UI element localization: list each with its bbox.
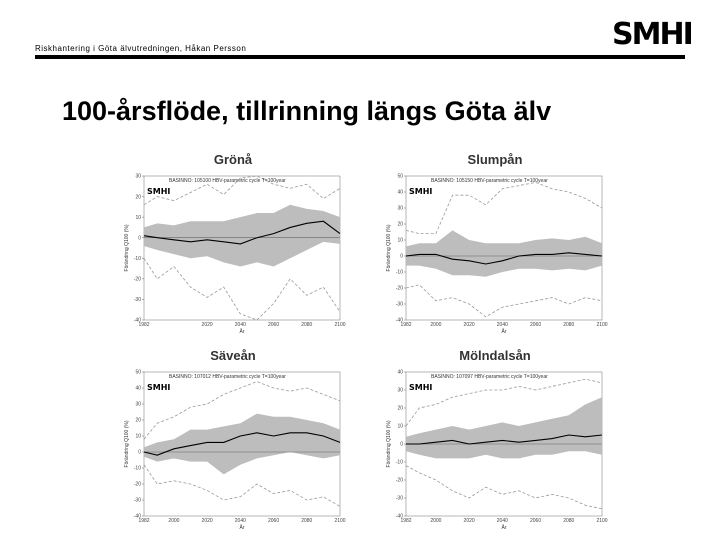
chart-subtitle: BASINNO: 105150 HBV-parametric cycle T=100year — [431, 178, 548, 184]
uncertainty-band — [144, 414, 340, 475]
smhi-logo: SMHI — [612, 17, 692, 52]
chart-title: Grönå — [213, 152, 253, 167]
x-axis-label: År — [239, 329, 245, 335]
y-tick-label: 30 — [397, 387, 403, 394]
envelope-line-lower — [406, 285, 602, 317]
y-tick-label: -40 — [395, 317, 403, 324]
y-tick-label: 0 — [138, 449, 141, 456]
chart-panel-slumpan — [380, 152, 610, 337]
y-tick-label: 20 — [397, 405, 403, 412]
x-tick-label: 2080 — [301, 322, 313, 328]
x-tick-label: 1982 — [400, 518, 412, 524]
x-tick-label: 2020 — [201, 322, 213, 328]
y-tick-label: -20 — [395, 477, 403, 484]
y-tick-label: -20 — [133, 481, 141, 488]
chart-subtitle: BASINNO: 107097 HBV-parametric cycle T=100year — [431, 374, 548, 380]
y-tick-label: -30 — [395, 301, 403, 308]
y-tick-label: -10 — [133, 465, 141, 472]
chart-title: Slumpån — [467, 152, 523, 167]
mini-smhi-logo: SMHI — [147, 383, 171, 392]
y-tick-label: -10 — [395, 459, 403, 466]
envelope-line-lower — [406, 466, 602, 509]
chart-panel-grona — [118, 152, 348, 337]
envelope-line-lower — [144, 258, 340, 320]
x-tick-label: 2100 — [596, 322, 608, 328]
y-tick-label: 20 — [397, 221, 403, 228]
mini-smhi-logo: SMHI — [409, 187, 433, 196]
x-axis-label: År — [501, 329, 507, 335]
x-axis-label: År — [239, 525, 245, 531]
x-tick-label: 2100 — [334, 518, 346, 524]
x-tick-label: 2000 — [430, 322, 442, 328]
y-tick-label: 50 — [135, 369, 141, 376]
y-tick-label: 40 — [397, 369, 403, 376]
x-tick-label: 2060 — [529, 322, 542, 328]
header-rule — [35, 55, 685, 59]
y-tick-label: 10 — [135, 214, 141, 221]
y-tick-label: 0 — [138, 235, 141, 242]
chart-panel-saveaan — [118, 348, 348, 533]
slide-title: 100-årsflöde, tillrinning längs Göta älv — [62, 96, 552, 126]
y-tick-label: -40 — [395, 513, 403, 520]
x-tick-label: 1982 — [138, 322, 150, 328]
x-tick-label: 2080 — [563, 518, 575, 524]
y-tick-label: 20 — [135, 417, 141, 424]
y-tick-label: -30 — [395, 495, 403, 502]
y-tick-label: 30 — [397, 205, 403, 212]
chart-title: Säveån — [210, 348, 256, 363]
x-tick-label: 2080 — [301, 518, 313, 524]
x-tick-label: 2060 — [267, 518, 280, 524]
envelope-line-upper — [406, 182, 602, 233]
y-tick-label: 0 — [400, 253, 403, 260]
y-tick-label: 0 — [400, 441, 403, 448]
x-tick-label: 1982 — [400, 322, 412, 328]
y-tick-label: 30 — [135, 173, 141, 180]
x-tick-label: 2040 — [496, 518, 508, 524]
header-text: Riskhantering i Göta älvutredningen, Håkan Persson — [35, 44, 247, 53]
chart-subtitle: BASINNO: 107012 HBV-parametric cycle T=100year — [169, 374, 286, 380]
y-tick-label: -40 — [133, 317, 141, 324]
x-tick-label: 2040 — [496, 322, 508, 328]
chart-svg — [118, 170, 348, 337]
x-tick-label: 2060 — [529, 518, 542, 524]
x-tick-label: 2020 — [463, 518, 475, 524]
x-tick-label: 2100 — [334, 322, 346, 328]
x-tick-label: 2040 — [234, 322, 246, 328]
uncertainty-band — [406, 397, 602, 458]
y-tick-label: 20 — [135, 194, 141, 201]
x-axis-label: År — [501, 525, 507, 531]
x-tick-label: 2000 — [168, 518, 180, 524]
mini-smhi-logo: SMHI — [409, 383, 433, 392]
x-tick-label: 2040 — [234, 518, 246, 524]
y-tick-label: -30 — [133, 297, 141, 304]
y-tick-label: -10 — [395, 269, 403, 276]
x-tick-label: 2000 — [430, 518, 442, 524]
x-tick-label: 1982 — [138, 518, 150, 524]
y-tick-label: 50 — [397, 173, 403, 180]
y-tick-label: -20 — [133, 276, 141, 283]
chart-panel-molndalsan — [380, 348, 610, 533]
y-tick-label: 30 — [135, 401, 141, 408]
envelope-line-lower — [144, 465, 340, 507]
chart-svg — [118, 366, 348, 533]
y-tick-label: -10 — [133, 255, 141, 262]
chart-subtitle: BASINNO: 105100 HBV-parametric cycle T=100year — [169, 178, 286, 184]
y-tick-label: 10 — [397, 423, 403, 430]
x-tick-label: 2100 — [596, 518, 608, 524]
chart-svg — [380, 170, 610, 337]
y-tick-label: 10 — [397, 237, 403, 244]
y-tick-label: 10 — [135, 433, 141, 440]
chart-svg — [380, 366, 610, 533]
y-axis-label: Förändring Q100 (%) — [124, 420, 130, 468]
x-tick-label: 2060 — [267, 322, 280, 328]
chart-title: Mölndalsån — [459, 348, 531, 363]
y-tick-label: -40 — [133, 513, 141, 520]
y-axis-label: Förändring Q100 (%) — [124, 224, 130, 272]
mini-smhi-logo: SMHI — [147, 187, 171, 196]
x-tick-label: 2080 — [563, 322, 575, 328]
y-tick-label: 40 — [397, 189, 403, 196]
y-axis-label: Förändring Q100 (%) — [386, 420, 392, 468]
y-tick-label: 40 — [135, 385, 141, 392]
y-tick-label: -30 — [133, 497, 141, 504]
y-tick-label: -20 — [395, 285, 403, 292]
uncertainty-band — [144, 205, 340, 267]
x-tick-label: 2020 — [201, 518, 213, 524]
y-axis-label: Förändring Q100 (%) — [386, 224, 392, 272]
x-tick-label: 2020 — [463, 322, 475, 328]
